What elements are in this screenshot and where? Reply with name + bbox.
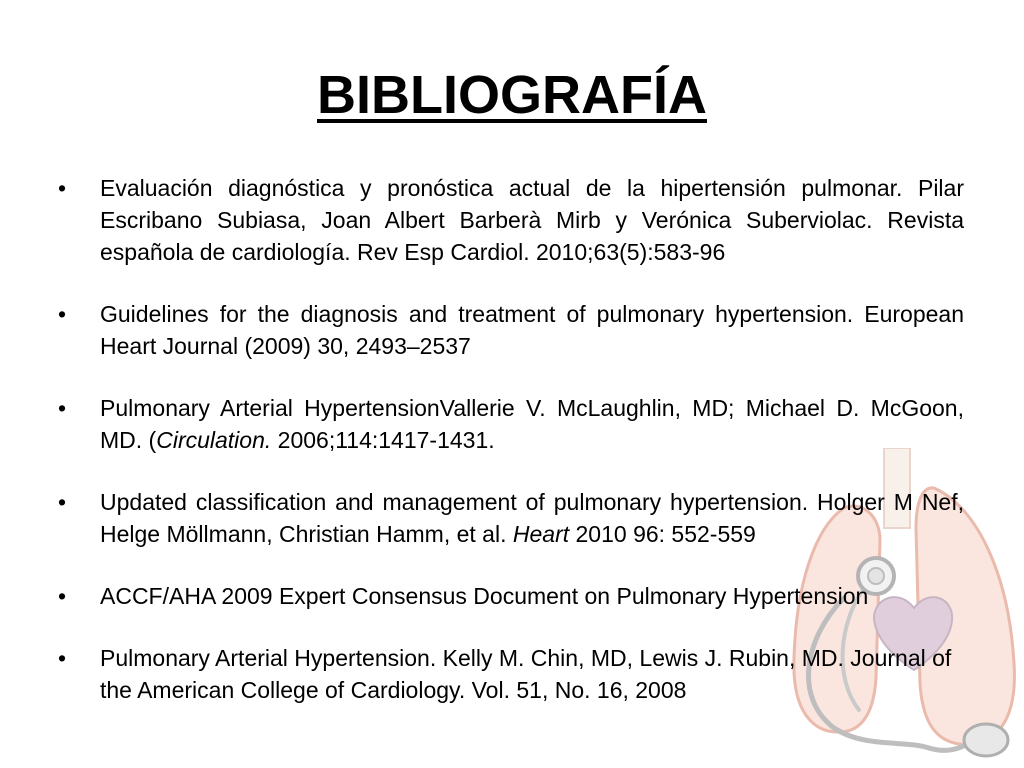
bullet-icon: • [58, 301, 67, 327]
slide-title: BIBLIOGRAFÍA [317, 65, 707, 125]
reference-text: Evaluación diagnóstica y pronóstica actual de la hipertensión pulmonar. Pilar Escribano Subiasa, Joan Albert Barberà Mirb y Verónica Suberviolac. Revista española de cardiología. Rev Esp Cardiol. 2010;63(5):583-96 [100, 175, 964, 265]
bullet-icon: • [58, 583, 67, 609]
reference-text: Pulmonary Arterial Hypertension. Kelly M. Chin, MD, Lewis J. Rubin, MD. Journal of the American College of Cardiology. Vol. 51, No. 16, 2008 [100, 645, 952, 703]
reference-text: Pulmonary Arterial HypertensionVallerie V. McLaughlin, MD; Michael D. McGoon, MD. ( [100, 395, 964, 453]
reference-item [56, 172, 964, 268]
reference-text: Guidelines for the diagnosis and treatment of pulmonary hypertension. European Heart Journal (2009) 30, 2493–2537 [100, 301, 964, 359]
journal-name: Heart [512, 521, 570, 547]
reference-item [56, 580, 964, 612]
bullet-icon: • [58, 645, 67, 671]
reference-text-tail: 2010 96: 552-559 [569, 521, 756, 547]
reference-text: Updated classification and management of pulmonary hypertension. Holger M Nef, Helge Möllmann, Christian Hamm, et al. [100, 489, 964, 547]
bullet-icon: • [58, 175, 67, 201]
reference-text: ACCF/AHA 2009 Expert Consensus Document on Pulmonary Hypertension [100, 583, 869, 609]
reference-item [56, 642, 964, 706]
reference-text-tail: 2006;114:1417-1431. [271, 427, 495, 453]
pressure-bulb [964, 724, 1008, 756]
bullet-icon: • [58, 489, 67, 515]
reference-list [56, 172, 964, 736]
reference-item [56, 298, 964, 362]
journal-name: Circulation. [156, 427, 272, 453]
reference-item [56, 486, 964, 550]
reference-item [56, 392, 964, 456]
bullet-icon: • [58, 395, 67, 421]
